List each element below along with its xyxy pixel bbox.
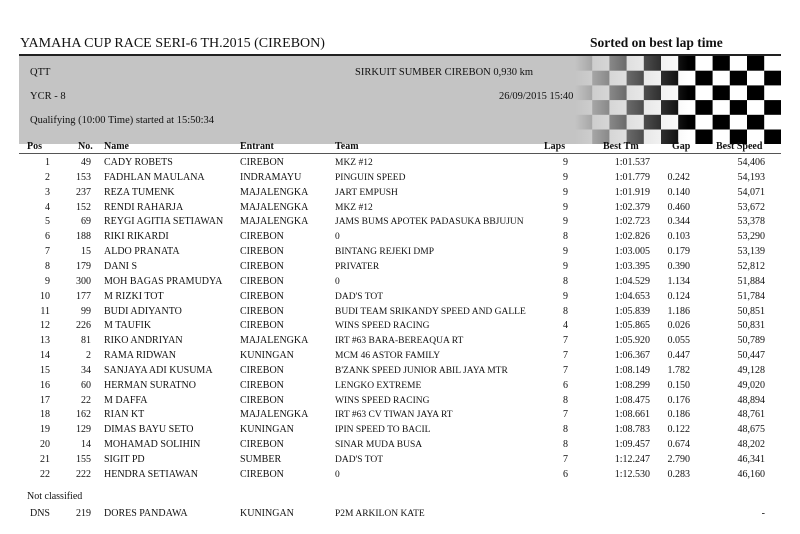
cell-laps: 7 [563,454,568,465]
cell-laps: 7 [563,409,568,421]
cell-no: 219 [76,508,91,519]
cell-no: 15 [81,246,91,258]
cell-team: IPIN SPEED TO BACIL [335,425,431,436]
table-row [0,438,800,452]
cell-best-speed: 49,128 [737,364,765,376]
cell-pos: 17 [40,394,50,406]
cell-laps: 4 [563,320,568,332]
cell-name: REYGI AGITIA SETIAWAN [104,216,224,228]
column-header-team: Team [335,141,359,152]
table-row [0,364,800,378]
cell-name: DORES PANDAWA [104,508,188,519]
cell-entrant: CIREBON [240,439,284,451]
cell-laps: 8 [563,231,568,243]
cell-team: 0 [335,469,340,480]
cell-gap: 0.179 [667,246,690,258]
cell-gap: 0.447 [667,350,690,362]
cell-best-time: 1:01.779 [614,171,650,183]
cell-name: DANI S [104,260,138,272]
cell-pos: 2 [45,171,50,183]
cell-name: RENDI RAHARJA [104,201,184,213]
cell-no: 81 [81,335,91,347]
cell-entrant: MAJALENGKA [240,186,309,198]
cell-gap: 1.782 [667,364,690,376]
cell-laps: 9 [563,186,568,198]
cell-team: PINGUIN SPEED [335,172,406,183]
cell-pos: 3 [45,186,50,198]
cell-pos: 7 [45,246,50,258]
cell-best-time: 1:05.839 [614,305,650,317]
cell-team: SINAR MUDA BUSA [335,440,423,451]
cell-gap: 0.122 [667,424,690,436]
cell-best-speed: 49,020 [737,379,765,391]
cell-team: P2M ARKILON KATE [335,509,425,519]
cell-team: 0 [335,232,340,243]
cell-no: 152 [76,201,91,213]
cell-no: 237 [76,186,91,198]
cell-no: 34 [81,364,91,376]
cell-no: 2 [86,350,91,362]
cell-team: JART EMPUSH [335,187,398,198]
column-header-gap: Gap [672,141,691,152]
cell-pos: 16 [40,379,50,391]
cell-team: WINS SPEED RACING [335,395,430,406]
table-row [0,507,800,521]
cell-team: 0 [335,276,340,287]
cell-laps: 7 [563,364,568,376]
cell-gap: 0.176 [667,394,690,406]
table-row [0,408,800,422]
cell-gap: 0.674 [667,439,690,451]
cell-gap: 0.460 [667,201,690,213]
table-row [0,275,800,289]
cell-name: M TAUFIK [104,320,152,332]
cell-name: HENDRA SETIAWAN [104,468,198,480]
cell-laps: 9 [563,260,568,272]
cell-team: DAD'S TOT [335,291,384,302]
cell-best-speed: 48,894 [737,394,765,406]
cell-pos: 11 [40,305,50,317]
cell-name: MOHAMAD SOLIHIN [104,439,201,451]
cell-best-time: 1:03.005 [614,246,650,258]
table-row [0,349,800,363]
cell-pos: 10 [40,290,50,302]
cell-best-speed: 50,447 [737,350,765,362]
cell-best-speed: 48,675 [737,424,765,436]
table-row [0,319,800,333]
cell-name: M RIZKI TOT [104,290,164,302]
cell-best-speed: 50,831 [737,320,765,332]
cell-best-time: 1:06.367 [614,350,650,362]
cell-best-time: 1:08.783 [614,424,650,436]
cell-laps: 9 [563,246,568,258]
cell-best-time: 1:08.661 [614,409,650,421]
cell-pos: 19 [40,424,50,436]
cell-pos: DNS [29,508,50,519]
cell-entrant: CIREBON [240,246,284,258]
cell-pos: 22 [40,468,50,480]
cell-best-time: 1:02.379 [614,201,650,213]
cell-laps: 8 [563,275,568,287]
cell-gap: 0.150 [667,379,690,391]
cell-best-time: 1:03.395 [614,260,650,272]
cell-entrant: MAJALENGKA [240,409,309,421]
cell-team: IRT #63 CV TIWAN JAYA RT [335,410,453,421]
cell-laps: 9 [563,216,568,228]
cell-best-speed: 48,761 [737,409,765,421]
cell-laps: 7 [563,350,568,362]
cell-team: PRIVATER [335,261,380,272]
cell-laps: 8 [563,439,568,451]
cell-best-time: 1:09.457 [614,439,650,451]
table-row [0,423,800,437]
cell-gap: 0.140 [667,186,690,198]
cell-best-speed: - [761,508,765,519]
cell-gap: 0.026 [667,320,690,332]
cell-pos: 20 [40,439,50,451]
cell-pos: 1 [45,157,50,168]
cell-best-time: 1:01.537 [614,157,650,168]
cell-no: 155 [76,454,91,465]
cell-pos: 4 [45,201,50,213]
cell-best-speed: 48,202 [737,439,765,451]
cell-name: FADHLAN MAULANA [104,171,205,183]
cell-no: 300 [76,275,91,287]
table-row [0,379,800,393]
cell-team: B'ZANK SPEED JUNIOR ABIL JAYA MTR [335,365,508,376]
cell-entrant: CIREBON [240,305,284,317]
cell-team: MKZ #12 [335,158,373,168]
cell-gap: 2.790 [667,454,690,465]
cell-no: 69 [81,216,91,228]
cell-team: DAD'S TOT [335,455,384,465]
cell-best-time: 1:04.653 [614,290,650,302]
cell-team: BUDI TEAM SRIKANDY SPEED AND GALLE [335,306,526,317]
cell-best-speed: 53,290 [737,231,765,243]
cell-best-speed: 51,884 [737,275,765,287]
cell-pos: 18 [40,409,50,421]
cell-no: 14 [81,439,91,451]
cell-name: REZA TUMENK [104,186,175,198]
cell-name: ALDO PRANATA [104,246,180,258]
cell-no: 188 [76,231,91,243]
cell-best-speed: 53,378 [737,216,765,228]
cell-entrant: MAJALENGKA [240,216,309,228]
session-label: QTT [30,67,51,78]
cell-entrant: MAJALENGKA [240,201,309,213]
table-row [0,394,800,408]
cell-no: 179 [76,260,91,272]
cell-name: SIGIT PD [104,454,145,465]
cell-entrant: MAJALENGKA [240,335,309,347]
cell-pos: 12 [40,320,50,332]
datetime-label: 26/09/2015 15:40 [499,91,574,102]
cell-best-speed: 53,672 [737,201,765,213]
cell-team: JAMS BUMS APOTEK PADASUKA BBJUJUN [335,217,524,228]
cell-laps: 7 [563,335,568,347]
cell-team: BINTANG REJEKI DMP [335,247,434,258]
cell-gap: 1.134 [667,275,690,287]
cell-entrant: CIREBON [240,468,284,480]
cell-best-time: 1:05.920 [614,335,650,347]
table-row [0,305,800,319]
column-header-laps: Laps [544,141,566,152]
cell-gap: 0.390 [667,260,690,272]
cell-best-speed: 50,851 [737,305,765,317]
column-header-best-time: Best Tm [603,141,639,152]
cell-no: 99 [81,305,91,317]
cell-no: 60 [81,379,91,391]
column-header-entrant: Entrant [240,141,274,152]
cell-name: CADY ROBETS [104,157,173,168]
cell-best-speed: 54,071 [737,186,765,198]
cell-name: RAMA RIDWAN [104,350,176,362]
table-row [0,156,800,170]
event-title: YAMAHA CUP RACE SERI-6 TH.2015 (CIREBON) [20,36,325,51]
cell-best-speed: 51,784 [737,290,765,302]
cell-pos: 15 [40,364,50,376]
table-row [0,453,800,467]
cell-team: LENGKO EXTREME [335,380,422,391]
cell-entrant: CIREBON [240,275,284,287]
cell-best-time: 1:04.529 [614,275,650,287]
cell-laps: 6 [563,379,568,391]
table-row [0,245,800,259]
cell-best-time: 1:12.247 [614,454,650,465]
cell-laps: 8 [563,424,568,436]
table-row [0,468,800,482]
cell-entrant: KUNINGAN [240,424,294,436]
cell-name: BUDI ADIYANTO [104,305,182,317]
table-row [0,215,800,229]
cell-pos: 21 [40,454,50,465]
cell-name: M DAFFA [104,394,148,406]
cell-team: MKZ #12 [335,202,373,213]
cell-best-time: 1:08.299 [614,379,650,391]
cell-laps: 9 [563,171,568,183]
cell-name: MOH BAGAS PRAMUDYA [104,275,223,287]
cell-best-time: 1:08.475 [614,394,650,406]
cell-no: 226 [76,320,91,332]
table-row [0,230,800,244]
table-row [0,171,800,185]
table-row [0,260,800,274]
column-header-no: No. [78,141,93,152]
cell-name: DIMAS BAYU SETO [104,424,194,436]
cell-no: 49 [81,157,91,168]
cell-name: RIKO ANDRIYAN [104,335,183,347]
cell-best-speed: 46,160 [737,468,765,480]
cell-best-time: 1:01.919 [614,186,650,198]
cell-entrant: CIREBON [240,364,284,376]
table-row [0,334,800,348]
cell-no: 177 [76,290,91,302]
cell-name: RIAN KT [104,409,145,421]
cell-team: MCM 46 ASTOR FAMILY [335,351,441,362]
cell-name: SANJAYA ADI KUSUMA [104,364,213,376]
qualifying-label: Qualifying (10:00 Time) started at 15:50:34 [30,115,215,126]
cell-laps: 9 [563,290,568,302]
cell-pos: 14 [40,350,50,362]
cell-laps: 8 [563,305,568,317]
cell-laps: 9 [563,157,568,168]
not-classified-label: Not classified [27,491,83,502]
column-header-name: Name [104,141,129,152]
cell-best-speed: 53,139 [737,246,765,258]
cell-best-time: 1:02.826 [614,231,650,243]
cell-gap: 0.103 [667,231,690,243]
cell-pos: 8 [45,260,50,272]
cell-best-time: 1:05.865 [614,320,650,332]
cell-team: IRT #63 BARA-BEREAQUA RT [335,336,464,347]
cell-entrant: KUNINGAN [240,508,294,519]
cell-laps: 6 [563,468,568,480]
column-header-best-speed: Best Speed [716,141,763,152]
circuit-label: SIRKUIT SUMBER CIREBON 0,930 km [355,67,534,78]
cell-no: 129 [76,424,91,436]
cell-pos: 6 [45,231,50,243]
table-row [0,201,800,215]
cell-entrant: CIREBON [240,320,284,332]
cell-best-speed: 50,789 [737,335,765,347]
class-label: YCR - 8 [30,91,66,102]
cell-laps: 8 [563,394,568,406]
checkered-flag-icon [575,56,781,144]
cell-laps: 9 [563,201,568,213]
cell-entrant: SUMBER [240,454,282,465]
cell-entrant: CIREBON [240,394,284,406]
cell-name: HERMAN SURATNO [104,379,196,391]
cell-no: 22 [81,394,91,406]
cell-best-time: 1:12.530 [614,468,650,480]
cell-no: 153 [76,171,91,183]
cell-pos: 9 [45,275,50,287]
cell-best-speed: 54,406 [737,157,765,168]
cell-no: 222 [76,468,91,480]
cell-entrant: CIREBON [240,260,284,272]
cell-pos: 13 [40,335,50,347]
table-row [0,186,800,200]
header-rule [19,153,781,154]
cell-best-speed: 54,193 [737,171,765,183]
cell-gap: 0.242 [667,171,690,183]
sort-note: Sorted on best lap time [590,35,723,50]
cell-pos: 5 [45,216,50,228]
cell-best-speed: 46,341 [737,454,765,465]
cell-best-time: 1:02.723 [614,216,650,228]
column-header-pos: Pos [27,141,42,152]
cell-name: RIKI RIKARDI [104,231,169,243]
cell-gap: 0.055 [667,335,690,347]
cell-gap: 0.186 [667,409,690,421]
cell-gap: 0.344 [667,216,690,228]
cell-gap: 0.124 [667,290,690,302]
cell-gap: 1.186 [667,305,690,317]
cell-entrant: KUNINGAN [240,350,294,362]
cell-entrant: CIREBON [240,231,284,243]
cell-best-time: 1:08.149 [614,364,650,376]
cell-gap: 0.283 [667,468,690,480]
cell-team: WINS SPEED RACING [335,321,430,332]
cell-entrant: CIREBON [240,379,284,391]
table-row [0,290,800,304]
cell-entrant: CIREBON [240,157,284,168]
cell-entrant: INDRAMAYU [240,171,302,183]
cell-best-speed: 52,812 [737,260,765,272]
cell-no: 162 [76,409,91,421]
cell-entrant: CIREBON [240,290,284,302]
